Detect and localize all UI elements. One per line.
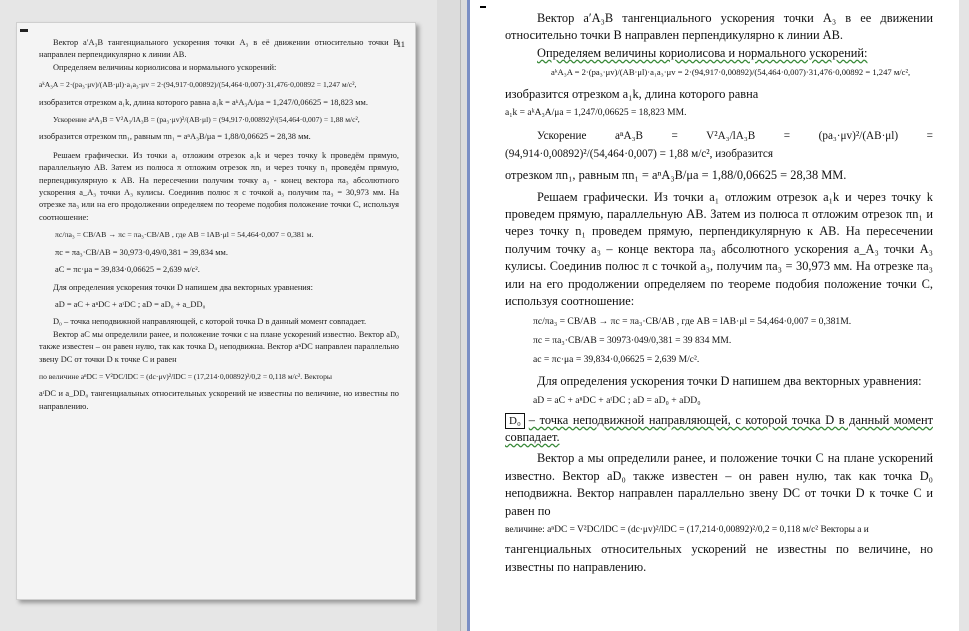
doc-paragraph-1[interactable]: Вектор a′A₃B тангенциального ускорения точки A₃ в ее движении относительно точки B направлен перпендикулярно к линии AB.: [505, 11, 933, 43]
scan-paragraph-1: Вектор a′A₃B тангенциального ускорения точки A₃ в её движении относительно точки B направлен перпендикулярно к линии AB.: [39, 38, 399, 60]
scan-equation-normal: Ускорение aⁿA₃B = V²A₃/lA₃B = (pa₃·μv)²/(AB·μl) = (94,917·0,00892)²/(54,464·0,007) = 1,88 м/с²,: [53, 115, 360, 125]
scanned-page-panel: [0, 0, 437, 631]
scan-paragraph-9: aᵗDC и a_DD₀ тангенциальных относительных ускорений не известны по величине, но известны по направлению.: [39, 389, 399, 411]
doc-paragraph-8-text[interactable]: – точка неподвижной направляющей, с которой точка D в данный момент совпадает.: [505, 412, 933, 444]
scan-equation-ac: aC = πc·μa = 39,834·0,06625 = 2,639 м/с².: [55, 265, 200, 275]
scan-paragraph-5: Решаем графически. Из точки a₁ отложим отрезок a₁k и через точку k проведём прямую, параллельную AB. Затем из полюса π отложим отрезок πn₁ и через точку n₁ проведём прямую, перпендикулярную к AB. На пересечении получим точку a₃ - конец вектора πa₃ абсолютного ускорения a_A₃ точки A₃ кулисы. Соединив полюс π с точкой a₃ получим πa₃ = 30,973 мм. На отрезке πa₃ или на его продолжении определяем по теореме подобия положение точки C, используя соотношение:: [39, 150, 399, 222]
scan-equation-adc: по величине aⁿDC = V²DC/lDC = (dc·μv)²/lDC = (17,214·0,00892)²/0,2 = 0,118 м/с². Векторы: [39, 371, 333, 381]
doc-equation-vectors[interactable]: aD = aC + aⁿDC + aᵗDC ; aD = aD₀ + aDD₀: [533, 395, 701, 407]
page-corner-mark: [480, 6, 486, 8]
doc-paragraph-3[interactable]: изобразится отрезком a₁k, длина которого равна: [505, 86, 759, 101]
scan-equation-pic: πc = πa₃·CB/AB = 30,973·0,49/0,381 = 39,834 мм.: [55, 247, 228, 257]
scanned-page-text: [39, 37, 399, 413]
scan-paragraph-8: Вектор aC мы определили ранее, и положение точки c на плане ускорений известно. Вектор aD₀ также известен – он равен нулю, так как точка D₀ неподвижна. Вектор aⁿDC направлен параллельно звену DC от точки D к точке C и равен: [39, 329, 399, 364]
doc-equation-adc[interactable]: величине: aⁿDC = V²DC/lDC = (dc·μv)²/lDC = (17,214·0,00892)²/0,2 = 0,118 м/с² Векторы a и: [505, 524, 869, 535]
scan-paragraph-3: изобразится отрезком a₁k, длина которого равна a₁k = aᵏA₃A/μa = 1,247/0,06625 = 18,823 мм.: [39, 97, 368, 107]
doc-equation-pic[interactable]: πc = πa₃·CB/AB = 30973·049/0,381 = 39 834 ММ.: [533, 334, 732, 346]
doc-paragraph-8[interactable]: [505, 412, 933, 447]
doc-paragraph-5[interactable]: отрезком πn₁, равным πn₁ = aⁿA₃B/μa = 1,88/0,06625 = 28,38 ММ.: [505, 168, 847, 183]
page-corner-mark: [20, 29, 28, 32]
document-page[interactable]: [470, 0, 969, 631]
doc-paragraph-9[interactable]: Вектор a мы определили ранее, и положение точки C на плане ускорений известно. Вектор aD₀ также известен – он равен нулю, так как точка D₀ неподвижна. Вектор направлен параллельно звену DC от точки D к точке C и равен по: [505, 451, 933, 518]
doc-paragraph-6[interactable]: Решаем графически. Из точки a₁ отложим отрезок a₁k и через точку k проведем прямую, параллельную AB. Затем из полюса π отложим отрезок πn₁ и через точку n₁ проведем прямую, перпендикулярную к AB. На пересечении получим точку a₃ – конце вектора πa₃ абсолютного ускорения a_A₃ точки A₃ кулисы. Соединив полюс π с точкой a₃, получим πa₃ = 30,973 мм. На отрезке πa₃ или на его продолжении определяем по теореме подобия положение точки C, используя соотношение:: [505, 189, 933, 309]
doc-paragraph-2[interactable]: Определяем величины кориолисова и нормального ускорений:: [537, 45, 868, 60]
scan-equation-ratio: πc/πa₃ = CB/AB → πc = πa₃·CB/AB , где AB = lAB·μl = 54,464·0,007 = 0,381 м.: [55, 230, 314, 240]
doc-paragraph-7[interactable]: Для определения ускорения точки D напишем два векторных уравнения:: [537, 373, 922, 388]
scan-paragraph-4: изобразится отрезком πn₁, равным πn₁ = aⁿA₃B/μa = 1,88/0,06625 = 28,38 мм.: [39, 132, 311, 142]
page-edge-shadow: [959, 0, 969, 631]
d0-symbol-box[interactable]: D₀: [505, 413, 525, 429]
doc-equation-ac[interactable]: ac = πc·μa = 39,834·0,06625 = 2,639 М/с².: [533, 354, 700, 366]
scan-equation-coriolis: aᵏA₃A = 2·(pa₃·μv)/(AB·μl)·a₁a₃·μv = 2·(94,917·0,00892)/(54,464·0,007)·31,476·0,00892 = 1,247 м/с²,: [39, 80, 357, 90]
scan-equation-vectors: aD = aC + aⁿDC + aᵗDC ; aD = aD₀ + a_DD₀: [55, 299, 206, 309]
page-number: 11: [396, 39, 405, 49]
pane-divider[interactable]: [437, 0, 467, 631]
scan-paragraph-2: Определяем величины кориолисова и нормального ускорений:: [53, 62, 277, 72]
doc-paragraph-10[interactable]: тангенциальных относительных ускорений не известны по величине, но известны по направлению.: [505, 542, 933, 574]
scan-paragraph-6: Для определения ускорения точки D напишем два векторных уравнения:: [53, 282, 313, 292]
divider-line: [460, 0, 461, 631]
scanned-page: [16, 22, 416, 600]
document-text[interactable]: [505, 10, 933, 576]
scan-paragraph-7: D₀ – точка неподвижной направляющей, с которой точка D в данный момент совпадает.: [53, 317, 367, 327]
doc-equation-coriolis[interactable]: aᵏA₃A = 2·(pa₃·μv)/(AB·μl)·a₁a₃·μv = 2·(94,917·0,00892)/(54,464·0,007)·31,476·0,00892 = 1,247 м/с²,: [551, 67, 911, 78]
doc-equation-a1k[interactable]: a₁k = aᵏA₃A/μa = 1,247/0,06625 = 18,823 ММ.: [505, 108, 687, 119]
doc-equation-ratio[interactable]: πc/πa₃ = CB/AB → πc = πa₃·CB/AB , где AB = lAB·μl = 54,464·0,007 = 0,381М.: [533, 315, 852, 327]
doc-paragraph-4[interactable]: Ускорение aⁿA₃B = V²A₃/lA₃B = (pa₃·μv)²/(AB·μl) = (94,914·0,00892)²/(54,464·0,007) = 1,88 м/с², изобразится: [505, 130, 933, 160]
